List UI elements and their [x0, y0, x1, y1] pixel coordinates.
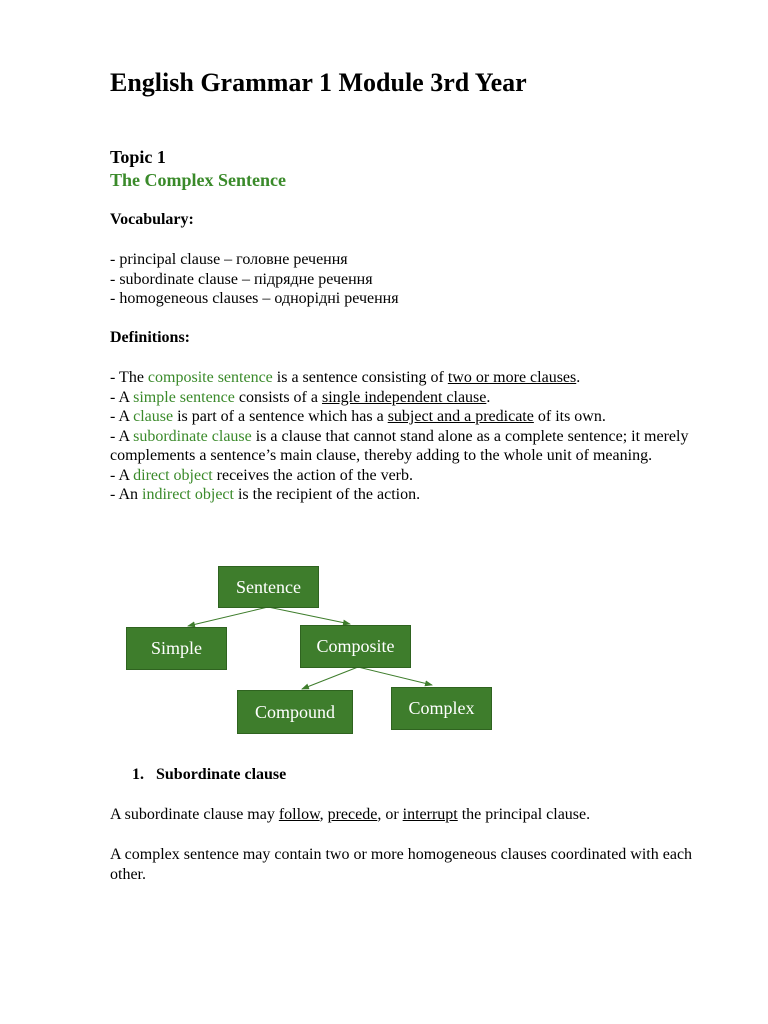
vocabulary-item: - subordinate clause – підрядне речення	[110, 270, 373, 288]
vocabulary-heading: Vocabulary:	[110, 211, 194, 228]
definition-prefix: - The	[110, 369, 148, 386]
definitions-heading: Definitions:	[110, 329, 190, 346]
vocabulary-item: - principal clause – головне речення	[110, 251, 348, 268]
definition-text: is part of a sentence which has a	[173, 408, 388, 425]
section-title: Subordinate clause	[156, 766, 287, 783]
definition-suffix: .	[576, 369, 581, 386]
term-clause: clause	[133, 408, 174, 425]
paragraph-line	[110, 805, 710, 825]
term-composite-sentence: composite sentence	[147, 369, 273, 386]
definition-prefix: - A	[110, 427, 134, 445]
arrow-composite-to-complex	[358, 667, 432, 685]
underlined-word-precede: precede	[327, 806, 378, 823]
paragraph-subordinate-position	[110, 805, 710, 825]
term-direct-object: direct object	[133, 466, 213, 484]
section-number: 1.	[132, 766, 144, 783]
separator: , or	[377, 806, 403, 823]
definition-prefix: - A	[110, 466, 134, 484]
term-simple-sentence: simple sentence	[133, 388, 235, 406]
node-complex: Complex	[391, 687, 492, 730]
topic-title: The Complex Sentence	[110, 170, 286, 190]
node-sentence: Sentence	[218, 566, 319, 608]
underlined-word-follow: follow	[278, 806, 320, 823]
definition-text: receives the action of the verb.	[212, 466, 413, 484]
section-heading-subordinate-clause	[132, 766, 286, 784]
definition-prefix: - A	[110, 408, 134, 425]
definition-text: is a sentence consisting of	[272, 369, 448, 386]
underlined-phrase: two or more clauses	[447, 369, 577, 386]
arrow-sentence-to-simple	[188, 607, 268, 626]
underlined-phrase: subject and a predicate	[387, 408, 534, 425]
vocabulary-item: - homogeneous clauses – однорідні речення	[110, 290, 399, 307]
definition-suffix: of its own.	[533, 408, 606, 425]
term-indirect-object: indirect object	[142, 486, 234, 503]
underlined-phrase: single independent clause	[321, 388, 487, 406]
definition-text: consists of a	[234, 388, 322, 406]
definition-prefix: - An	[110, 486, 142, 503]
term-subordinate-clause: subordinate clause	[133, 427, 252, 445]
node-compound: Compound	[237, 690, 353, 734]
underlined-word-interrupt: interrupt	[402, 806, 458, 823]
arrow-sentence-to-composite	[268, 607, 350, 624]
arrow-composite-to-compound	[302, 667, 358, 689]
paragraph-text: the principal clause.	[457, 806, 591, 823]
definition-text: is the recipient of the action.	[233, 486, 421, 503]
definition-prefix: - A	[110, 388, 134, 406]
separator: ,	[319, 806, 328, 823]
node-simple: Simple	[126, 627, 227, 670]
paragraph-homogeneous-clauses: A complex sentence may contain two or more homogeneous clauses coordinated with each other.	[110, 846, 693, 883]
document-title: English Grammar 1 Module 3rd Year	[110, 68, 527, 97]
paragraph-text: A subordinate clause may	[110, 806, 279, 823]
topic-label: Topic 1	[110, 147, 166, 167]
definition-text: is a clause that cannot stand alone as a complete sentence; it merely complements a sentence’s main clause, thereby adding to the whole unit of meaning.	[110, 427, 689, 464]
node-composite: Composite	[300, 625, 411, 668]
definition-suffix: .	[486, 388, 491, 406]
